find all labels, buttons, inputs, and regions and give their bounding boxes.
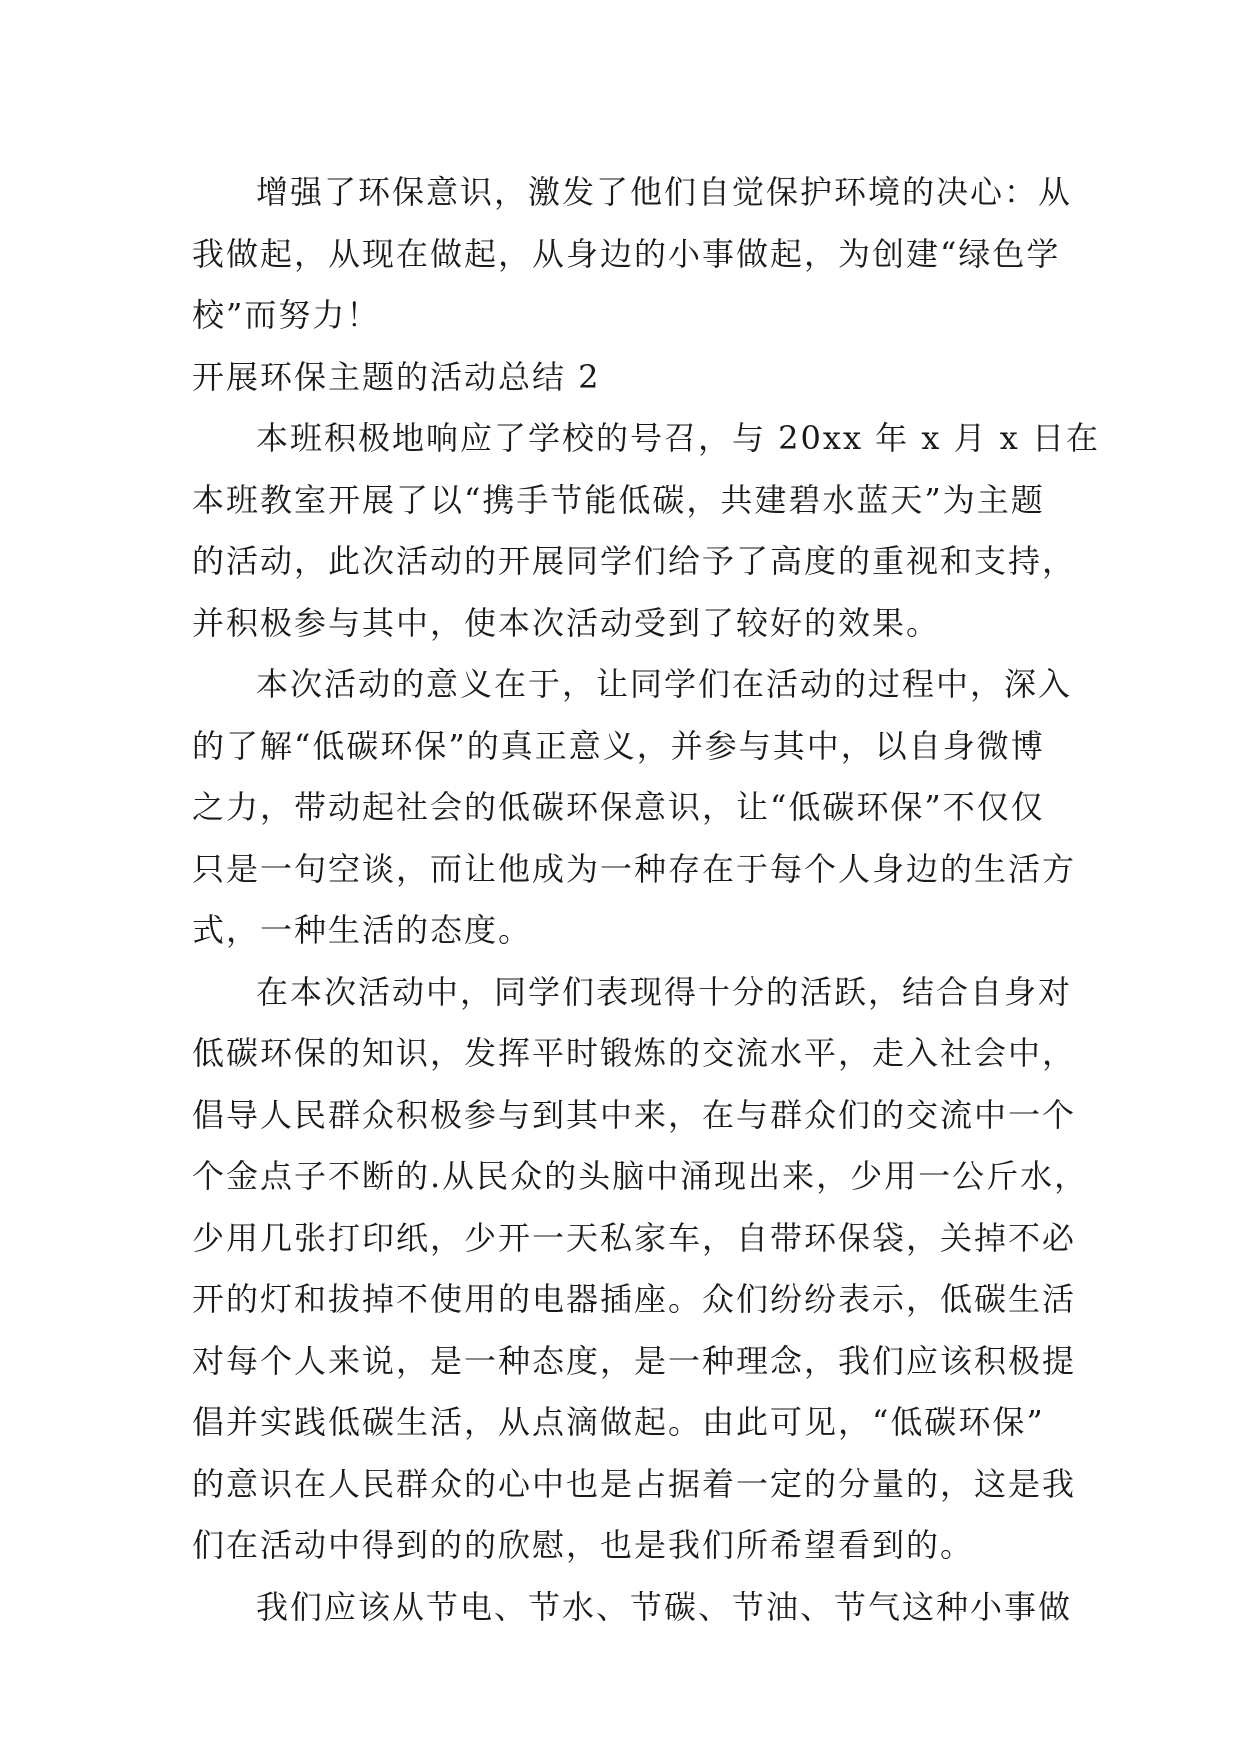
body-line: 我做起，从现在做起，从身边的小事做起，为创建“绿色学	[192, 234, 1061, 273]
body-line: 的意识在人民群众的心中也是占据着一定的分量的，这是我	[192, 1464, 1077, 1503]
body-line: 只是一句空谈，而让他成为一种存在于每个人身边的生活方	[192, 849, 1077, 888]
body-line: 开的灯和拔掉不使用的电器插座。众们纷纷表示，低碳生活	[192, 1280, 1077, 1318]
body-line: 在本次活动中，同学们表现得十分的活跃，结合自身对	[256, 972, 1073, 1011]
body-line: 增强了环保意识，激发了他们自觉保护环境的决心：从	[256, 173, 1073, 211]
body-line: 校”而努力！	[192, 296, 381, 334]
body-line: 本班教室开展了以“携手节能低碳，共建碧水蓝天”为主题	[192, 480, 1045, 519]
section-heading: 开展环保主题的活动总结 2	[192, 357, 601, 396]
body-line: 倡并实践低碳生活，从点滴做起。由此可见，“低碳环保”	[192, 1403, 1045, 1441]
body-line: 的了解“低碳环保”的真正意义，并参与其中，以自身微博	[192, 726, 1045, 765]
body-line: 对每个人来说，是一种态度，是一种理念，我们应该积极提	[192, 1341, 1077, 1380]
body-line: 式，一种生活的态度。	[192, 911, 533, 949]
body-line: 们在活动中得到的的欣慰，也是我们所希望看到的。	[192, 1526, 975, 1564]
body-line: 少用几张打印纸，少开一天私家车，自带环保袋，关掉不必	[192, 1218, 1077, 1257]
body-line: 我们应该从节电、节水、节碳、节油、节气这种小事做	[256, 1587, 1073, 1626]
body-line: 的活动，此次活动的开展同学们给予了高度的重视和支持，	[192, 542, 1077, 580]
document-body	[192, 162, 1100, 1638]
body-line: 个金点子不断的.从民众的头脑中涌现出来，少用一公斤水，	[192, 1157, 1089, 1195]
body-line: 本次活动的意义在于，让同学们在活动的过程中，深入	[256, 665, 1073, 703]
body-line: 之力，带动起社会的低碳环保意识，让“低碳环保”不仅仅	[192, 788, 1045, 826]
body-line: 低碳环保的知识，发挥平时锻炼的交流水平，走入社会中，	[192, 1034, 1077, 1072]
body-line: 并积极参与其中，使本次活动受到了较好的效果。	[192, 603, 941, 642]
body-line: 倡导人民群众积极参与到其中来，在与群众们的交流中一个	[192, 1095, 1077, 1134]
body-line: 本班积极地响应了学校的号召，与 20xx 年 x 月 x 日在	[256, 419, 1100, 457]
